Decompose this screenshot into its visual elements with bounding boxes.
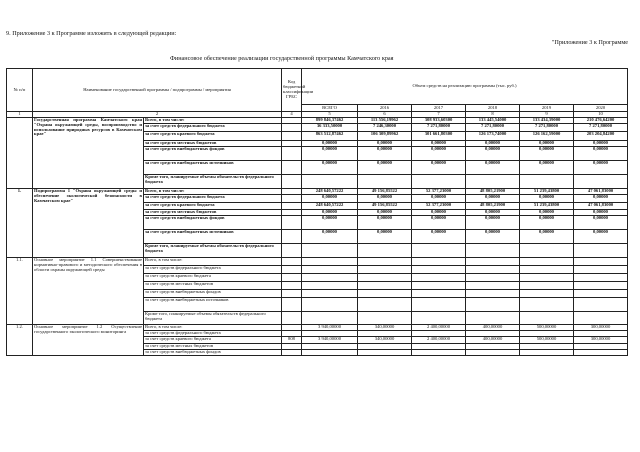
amount-cell — [466, 350, 520, 356]
amount-cell: 0,00000 — [302, 141, 358, 147]
col-name-header: Наименование государственной программы / подпрограммы / мероприятия — [33, 69, 282, 112]
amount-cell: 0,00000 — [358, 141, 412, 147]
amount-cell: 0,00000 — [358, 195, 412, 203]
measure-name: Основное мероприятие 1.2 Осуществление государственного экологического мониторинга — [33, 325, 144, 356]
amount-cell: 0,00000 — [574, 216, 628, 230]
amount-cell: 248 640,57222 — [302, 203, 358, 210]
amount-cell — [302, 258, 358, 266]
amount-cell — [574, 290, 628, 298]
col-num-header: № п/п — [7, 69, 33, 112]
col-year-header: 2017 — [412, 105, 466, 112]
amount-cell: 248 640,57222 — [302, 189, 358, 195]
amount-cell — [302, 350, 358, 356]
amount-cell — [358, 350, 412, 356]
table-header-row — [7, 69, 628, 105]
amount-cell — [574, 282, 628, 290]
col-index: 5 — [302, 112, 358, 118]
code-cell — [282, 230, 302, 244]
amount-cell — [358, 244, 412, 258]
amount-cell: 899 846,37462 — [302, 118, 358, 124]
col-amount-header: Объем средств на реализацию программы (тыс. руб.) — [302, 69, 628, 105]
amount-cell: 0,00000 — [302, 216, 358, 230]
amount-cell: 106 309,89962 — [358, 132, 412, 141]
amount-cell: 0,00000 — [358, 161, 412, 175]
col-year-header: 2020 — [574, 105, 628, 112]
col-year-header: 2019 — [520, 105, 574, 112]
source-label: за счет средств внебюджетных источников — [144, 230, 282, 244]
amount-cell: 7 271,80000 — [466, 124, 520, 132]
amount-cell — [302, 175, 358, 189]
amount-cell: 0,00000 — [412, 210, 466, 216]
amount-cell: 7 271,80000 — [520, 124, 574, 132]
amount-cell: 340,00000 — [358, 325, 412, 331]
amount-cell: 0,00000 — [358, 210, 412, 216]
code-cell — [282, 312, 302, 325]
amount-cell — [574, 312, 628, 325]
amount-cell: 52 377,23000 — [412, 189, 466, 195]
source-label: за счет средств местных бюджетов — [144, 344, 282, 350]
amount-cell — [412, 258, 466, 266]
amount-cell: 0,00000 — [574, 210, 628, 216]
amount-cell — [466, 266, 520, 274]
amount-cell: 52 377,23000 — [412, 203, 466, 210]
amount-cell: 0,00000 — [412, 195, 466, 203]
code-cell — [282, 195, 302, 203]
amount-cell: 0,00000 — [466, 147, 520, 161]
source-label: за счет средств местных бюджетов — [144, 282, 282, 290]
amount-cell: 0,00000 — [520, 216, 574, 230]
col-index: 7 — [412, 112, 466, 118]
amount-cell — [574, 274, 628, 282]
subprogram-name: Подпрограмма 1 "Охрана окружающей среды и обеспечение экологической безопасности в Камчатском крае" — [33, 189, 144, 258]
amount-cell: 3 940,00000 — [302, 325, 358, 331]
amount-cell: 2 400,00000 — [412, 337, 466, 344]
amount-cell — [302, 298, 358, 312]
code-cell — [282, 266, 302, 274]
amount-cell: 126 173,74000 — [466, 132, 520, 141]
amount-cell: 2 400,00000 — [412, 325, 466, 331]
source-label: за счет средств федерального бюджета — [144, 266, 282, 274]
amount-cell — [302, 290, 358, 298]
amount-cell: 7 271,80000 — [574, 124, 628, 132]
source-label: за счет средств краевого бюджета — [144, 337, 282, 344]
amount-cell: 0,00000 — [466, 195, 520, 203]
code-cell — [282, 298, 302, 312]
amount-cell — [574, 350, 628, 356]
measure-code — [282, 258, 302, 266]
amount-cell: 210 476,64200 — [574, 118, 628, 124]
amount-cell: 48 805,21900 — [466, 189, 520, 195]
source-label: за счет средств федерального бюджета — [144, 331, 282, 337]
amount-cell: 0,00000 — [520, 147, 574, 161]
source-label: за счет средств внебюджетных фондов — [144, 216, 282, 230]
measure-num: 1.2. — [7, 325, 33, 356]
measure-name: Основное мероприятие 1.1 Совершенствование нормативно-правового и методического обеспечения в области охраны окружающей среды — [33, 258, 144, 325]
col-index: 1 — [7, 112, 33, 118]
amount-cell: 863 512,87462 — [302, 132, 358, 141]
table-row — [7, 189, 628, 195]
amount-cell — [412, 350, 466, 356]
amount-cell — [412, 298, 466, 312]
amount-cell — [466, 258, 520, 266]
amount-cell — [520, 350, 574, 356]
amount-cell — [520, 290, 574, 298]
amount-cell — [466, 290, 520, 298]
source-label: за счет средств внебюджетных источников — [144, 161, 282, 175]
amount-cell: 500,00000 — [520, 325, 574, 331]
amount-cell — [412, 175, 466, 189]
amount-cell — [412, 274, 466, 282]
code-cell — [282, 132, 302, 141]
amount-cell — [520, 244, 574, 258]
subprogram-num: 1. — [7, 189, 33, 258]
amount-cell — [302, 266, 358, 274]
amount-cell — [412, 290, 466, 298]
amount-cell — [520, 258, 574, 266]
amount-cell: 133 445,54000 — [466, 118, 520, 124]
col-index: 6 — [358, 112, 412, 118]
amount-cell: 0,00000 — [520, 195, 574, 203]
amount-cell: 0,00000 — [412, 141, 466, 147]
source-label: за счет средств внебюджетных фондов — [144, 350, 282, 356]
amount-cell — [520, 298, 574, 312]
amount-cell: 0,00000 — [358, 230, 412, 244]
amount-cell — [466, 298, 520, 312]
appendix-label: "Приложение 3 к Программе — [551, 39, 628, 46]
amount-cell — [358, 282, 412, 290]
financing-table — [6, 68, 628, 356]
amount-cell — [358, 312, 412, 325]
document-heading: 9. Приложение 3 к Программе изложить в следующей редакции: — [6, 30, 177, 37]
source-label: за счет средств краевого бюджета — [144, 132, 282, 141]
col-total-header: ВСЕГО — [302, 105, 358, 112]
amount-cell: 0,00000 — [412, 147, 466, 161]
amount-cell: 113 556,19962 — [358, 118, 412, 124]
amount-cell: 0,00000 — [412, 161, 466, 175]
source-label: за счет средств внебюджетных источников — [144, 298, 282, 312]
amount-cell: 0,00000 — [466, 230, 520, 244]
amount-cell: 340,00000 — [358, 337, 412, 344]
amount-cell: 400,00000 — [466, 325, 520, 331]
code-cell — [282, 124, 302, 132]
amount-cell: 0,00000 — [358, 216, 412, 230]
source-label: за счет средств местных бюджетов — [144, 210, 282, 216]
col-index: 10 — [574, 112, 628, 118]
amount-cell: 3 940,00000 — [302, 337, 358, 344]
amount-cell: 0,00000 — [302, 230, 358, 244]
amount-cell — [574, 266, 628, 274]
source-label: Всего, в том числе: — [144, 118, 282, 124]
code-cell — [282, 203, 302, 210]
col-index: 9 — [520, 112, 574, 118]
code-cell — [282, 216, 302, 230]
amount-cell — [412, 282, 466, 290]
amount-cell — [412, 244, 466, 258]
amount-cell — [358, 266, 412, 274]
amount-cell: 0,00000 — [520, 161, 574, 175]
source-label: Всего, в том числе: — [144, 258, 282, 266]
amount-cell: 0,00000 — [574, 195, 628, 203]
program-name: Государственная программа Камчатского края "Охрана окружающей среды, воспроизводство и использование природных ресурсов в Камчатском крае" — [33, 118, 144, 189]
program-num — [7, 118, 33, 189]
amount-cell — [574, 175, 628, 189]
amount-cell: 7 246,30000 — [358, 124, 412, 132]
amount-cell: 0,00000 — [412, 216, 466, 230]
amount-cell: 0,00000 — [520, 210, 574, 216]
code-cell — [282, 290, 302, 298]
col-index: 8 — [466, 112, 520, 118]
amount-cell: 51 239,43800 — [520, 203, 574, 210]
col-index: 4 — [282, 112, 302, 118]
amount-cell — [466, 282, 520, 290]
source-label: за счет средств краевого бюджета — [144, 274, 282, 282]
amount-cell: 0,00000 — [574, 141, 628, 147]
source-label: Кроме того, планируемые объемы обязательств федерального бюджета — [144, 244, 282, 258]
measure-code: 808 — [282, 337, 302, 344]
table-row — [7, 258, 628, 266]
amount-cell: 126 162,59000 — [520, 132, 574, 141]
amount-cell: 400,00000 — [466, 337, 520, 344]
amount-cell: 300,00000 — [574, 337, 628, 344]
amount-cell: 0,00000 — [466, 210, 520, 216]
amount-cell: 300,00000 — [574, 325, 628, 331]
amount-cell: 51 239,43800 — [520, 189, 574, 195]
amount-cell — [466, 274, 520, 282]
source-label: за счет средств внебюджетных фондов — [144, 147, 282, 161]
amount-cell — [358, 175, 412, 189]
amount-cell: 0,00000 — [302, 147, 358, 161]
source-label: Кроме того, планируемые объемы обязательств федерального бюджета — [144, 175, 282, 189]
code-cell — [282, 350, 302, 356]
amount-cell — [358, 258, 412, 266]
col-year-header: 2016 — [358, 105, 412, 112]
amount-cell — [358, 274, 412, 282]
source-label: за счет средств краевого бюджета — [144, 203, 282, 210]
code-cell — [282, 161, 302, 175]
amount-cell — [466, 312, 520, 325]
col-year-header: 2018 — [466, 105, 520, 112]
amount-cell — [574, 244, 628, 258]
amount-cell: 0,00000 — [520, 230, 574, 244]
amount-cell: 0,00000 — [466, 161, 520, 175]
source-label: Кроме того, планируемые объемы обязательств федерального бюджета — [144, 312, 282, 325]
amount-cell: 47 061,83000 — [574, 189, 628, 195]
amount-cell — [466, 175, 520, 189]
amount-cell: 48 805,21900 — [466, 203, 520, 210]
code-cell — [282, 244, 302, 258]
amount-cell — [466, 244, 520, 258]
amount-cell: 0,00000 — [302, 210, 358, 216]
amount-cell: 0,00000 — [574, 147, 628, 161]
amount-cell — [358, 298, 412, 312]
amount-cell — [302, 312, 358, 325]
amount-cell: 203 204,84200 — [574, 132, 628, 141]
amount-cell: 133 434,39000 — [520, 118, 574, 124]
amount-cell: 0,00000 — [574, 230, 628, 244]
amount-cell: 0,00000 — [302, 161, 358, 175]
code-cell — [282, 147, 302, 161]
amount-cell: 0,00000 — [358, 147, 412, 161]
amount-cell: 7 271,80000 — [412, 124, 466, 132]
amount-cell — [520, 282, 574, 290]
col-code-header: Код бюджетной классификации ГРБС — [282, 69, 302, 112]
code-cell — [282, 282, 302, 290]
amount-cell: 0,00000 — [574, 161, 628, 175]
table-title: Финансовое обеспечение реализации государственной программы Камчатского края — [170, 55, 394, 62]
source-label: за счет средств федерального бюджета — [144, 124, 282, 132]
amount-cell — [520, 175, 574, 189]
code-cell — [282, 274, 302, 282]
source-label: за счет средств местных бюджетов — [144, 141, 282, 147]
amount-cell — [520, 274, 574, 282]
amount-cell: 49 156,85522 — [358, 189, 412, 195]
amount-cell — [574, 298, 628, 312]
amount-cell — [520, 266, 574, 274]
amount-cell: 49 156,85522 — [358, 203, 412, 210]
source-label: за счет средств внебюджетных фондов — [144, 290, 282, 298]
code-cell — [282, 175, 302, 189]
amount-cell: 47 061,83000 — [574, 203, 628, 210]
source-label: за счет средств федерального бюджета — [144, 195, 282, 203]
source-label: Всего, в том числе: — [144, 325, 282, 331]
amount-cell: 0,00000 — [302, 195, 358, 203]
amount-cell — [302, 244, 358, 258]
amount-cell — [302, 282, 358, 290]
amount-cell — [302, 274, 358, 282]
amount-cell — [412, 266, 466, 274]
measure-num: 1.1. — [7, 258, 33, 325]
amount-cell: 308 933,60300 — [412, 118, 466, 124]
amount-cell: 0,00000 — [412, 230, 466, 244]
amount-cell — [520, 312, 574, 325]
source-label: Всего, в том числе: — [144, 189, 282, 195]
amount-cell — [574, 258, 628, 266]
amount-cell — [358, 290, 412, 298]
amount-cell: 0,00000 — [466, 216, 520, 230]
amount-cell — [412, 312, 466, 325]
amount-cell: 0,00000 — [466, 141, 520, 147]
amount-cell: 500,00000 — [520, 337, 574, 344]
col-index: 2 — [33, 112, 282, 118]
amount-cell: 301 661,80300 — [412, 132, 466, 141]
amount-cell: 0,00000 — [520, 141, 574, 147]
amount-cell: 36 333,50000 — [302, 124, 358, 132]
